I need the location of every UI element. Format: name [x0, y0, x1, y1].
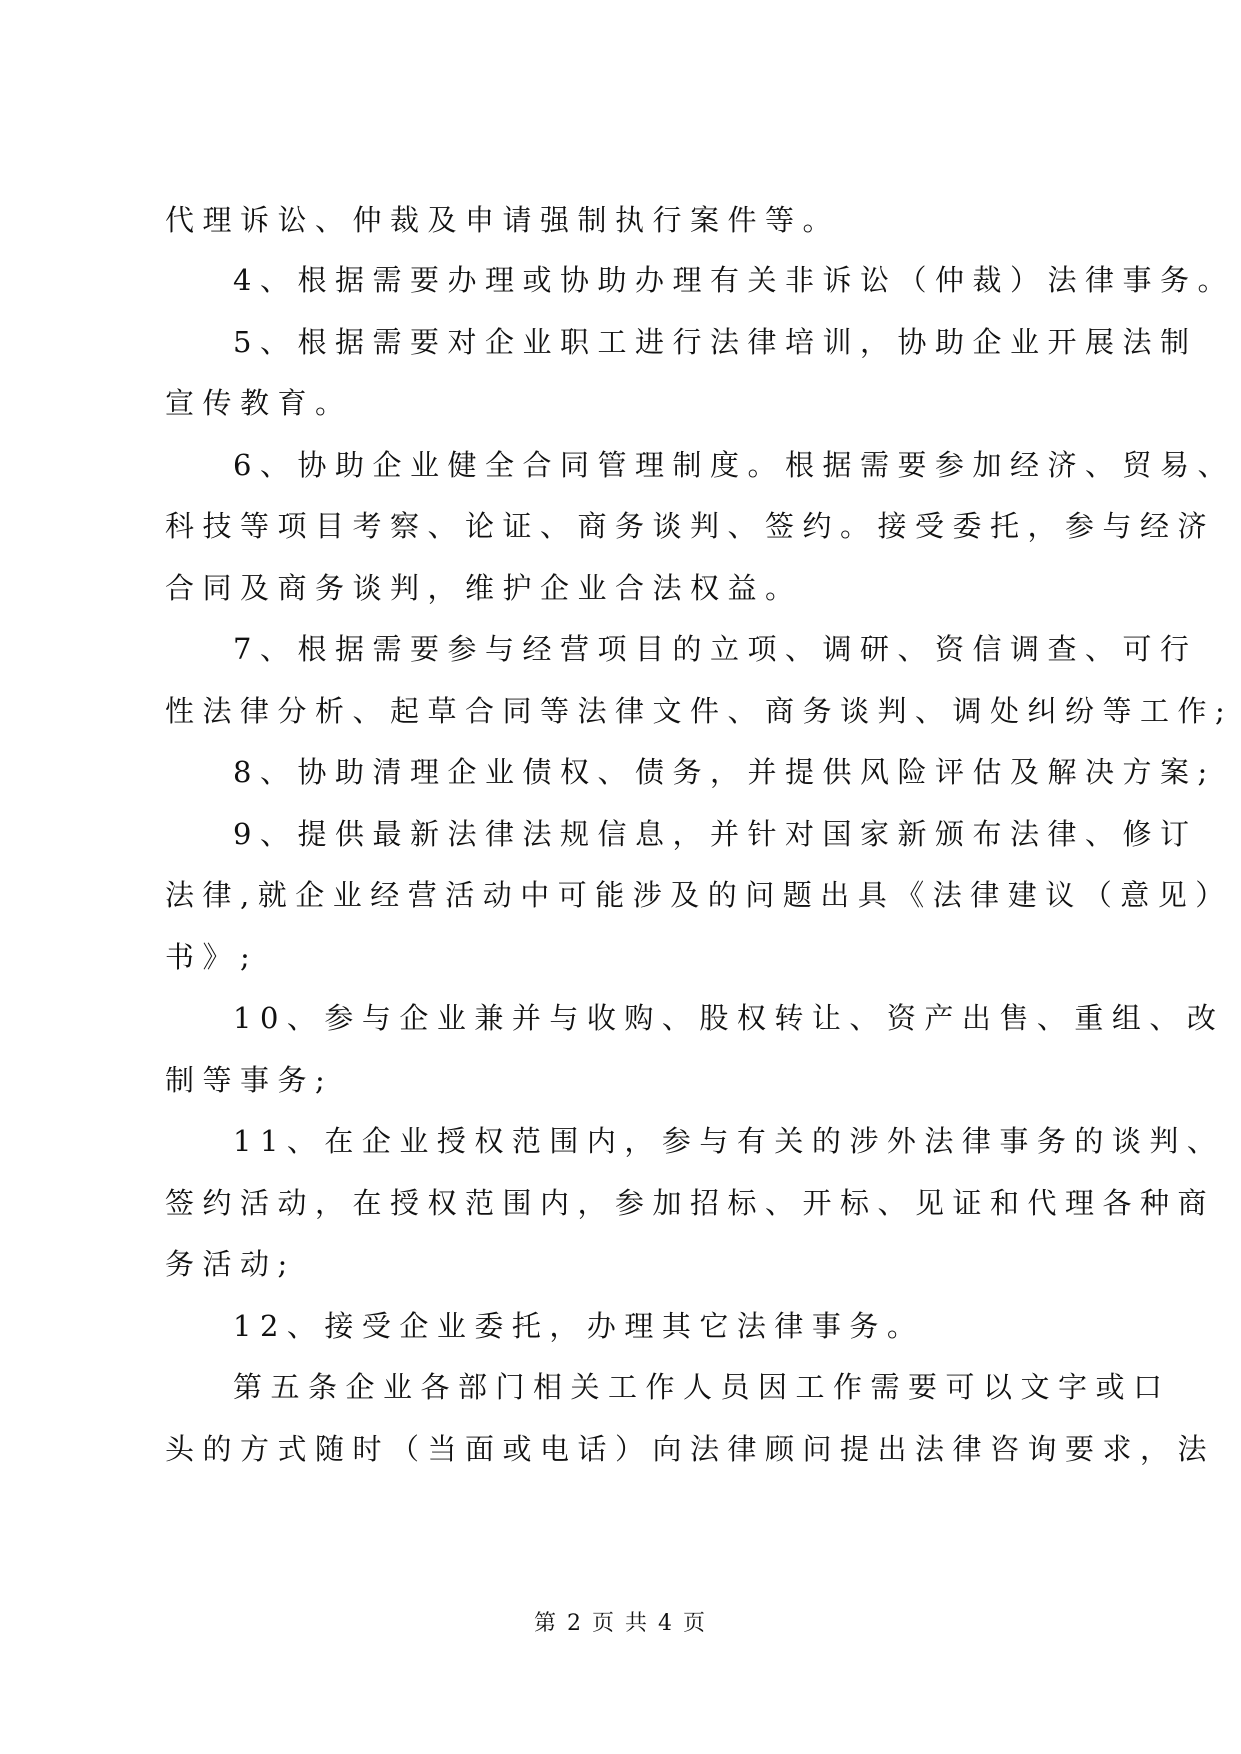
text-line: 10、参与企业兼并与收购、股权转让、资产出售、重组、改: [233, 1001, 1225, 1035]
text-line: 宣传教育。: [165, 386, 353, 420]
text-line: 第五条企业各部门相关工作人员因工作需要可以文字或口: [233, 1370, 1171, 1404]
text-line: 签约活动，在授权范围内，参加招标、开标、见证和代理各种商: [165, 1186, 1216, 1220]
text-line: 书》;: [165, 940, 259, 974]
text-line: 科技等项目考察、论证、商务谈判、签约。接受委托，参与经济: [165, 509, 1216, 543]
text-line: 代理诉讼、仲裁及申请强制执行案件等。: [165, 203, 841, 237]
text-line: 务活动;: [165, 1247, 296, 1281]
text-line: 6、协助企业健全合同管理制度。根据需要参加经济、贸易、: [233, 448, 1235, 482]
text-line: 法律,就企业经营活动中可能涉及的问题出具《法律建议（意见）: [165, 878, 1233, 912]
text-line: 5、根据需要对企业职工进行法律培训，协助企业开展法制: [233, 325, 1198, 359]
text-line: 4、根据需要办理或协助办理有关非诉讼（仲裁）法律事务。: [233, 263, 1235, 297]
page-footer: 第 2 页 共 4 页: [534, 1611, 707, 1636]
text-line: 7、根据需要参与经营项目的立项、调研、资信调查、可行: [233, 632, 1198, 666]
text-line: 9、提供最新法律法规信息，并针对国家新颁布法律、修订: [233, 817, 1198, 851]
text-line: 12、接受企业委托，办理其它法律事务。: [233, 1309, 925, 1343]
text-line: 制等事务;: [165, 1063, 334, 1097]
text-line: 8、协助清理企业债权、债务，并提供风险评估及解决方案;: [233, 755, 1216, 789]
text-line: 11、在企业授权范围内，参与有关的涉外法律事务的谈判、: [233, 1124, 1225, 1158]
text-line: 性法律分析、起草合同等法律文件、商务谈判、调处纠纷等工作;: [165, 694, 1234, 728]
text-line: 头的方式随时（当面或电话）向法律顾问提出法律咨询要求，法: [165, 1432, 1216, 1466]
text-line: 合同及商务谈判，维护企业合法权益。: [165, 571, 803, 605]
